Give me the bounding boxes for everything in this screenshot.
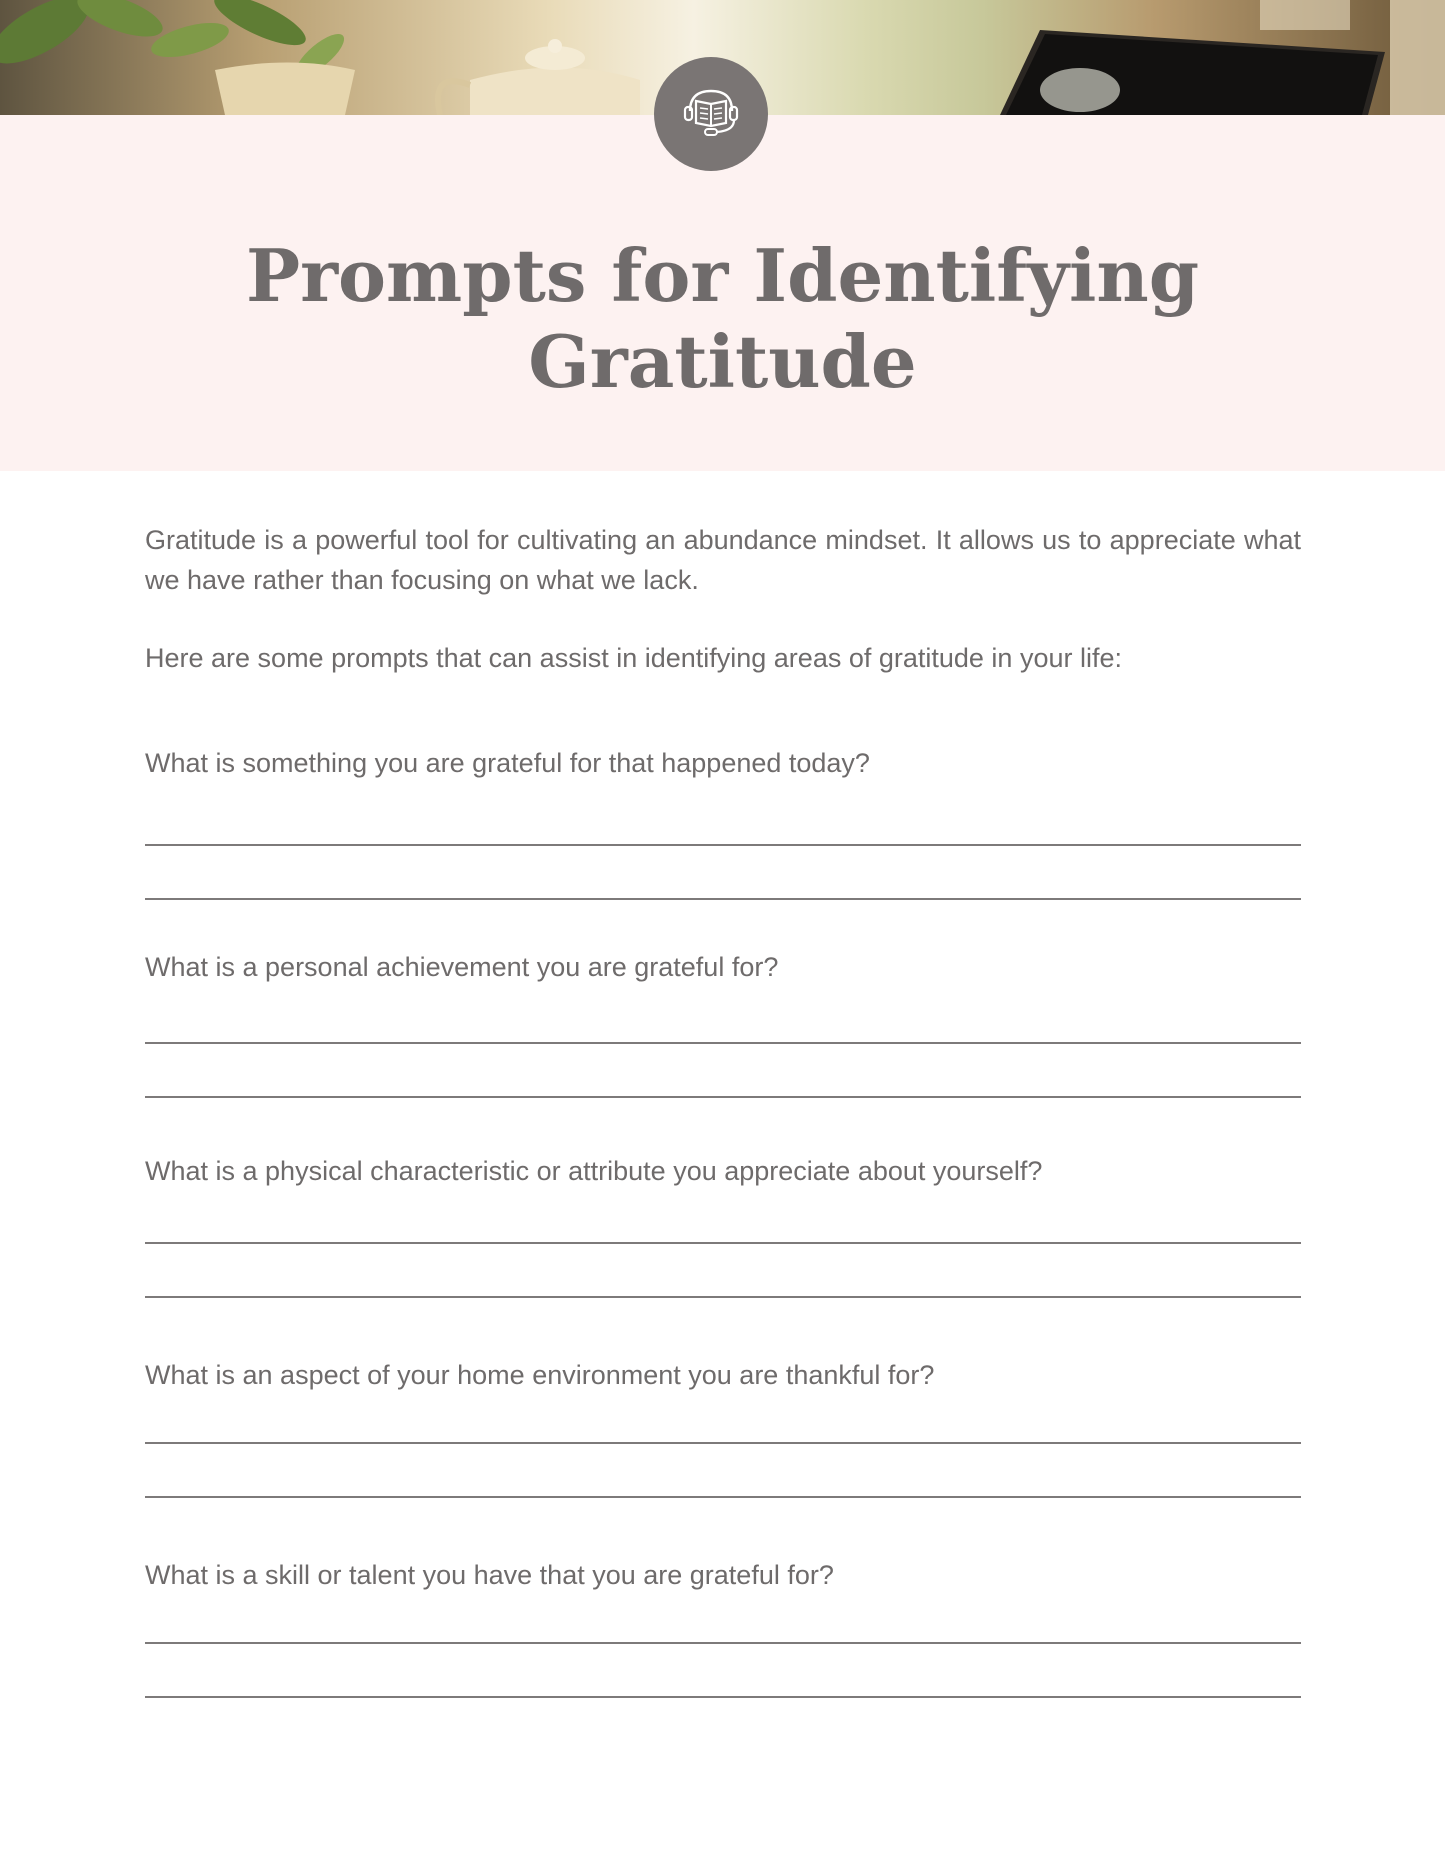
badge: [654, 57, 768, 171]
intro-section: [145, 520, 1301, 678]
prompt-item: [145, 743, 1301, 783]
answer-line[interactable]: [145, 1242, 1301, 1244]
prompt-item: [145, 1555, 1301, 1595]
prompt-question: What is something you are grateful for that happened today?: [145, 748, 870, 778]
page-title: [0, 233, 1445, 405]
prompt-item: [145, 1151, 1301, 1191]
prompt-item: [145, 1355, 1301, 1395]
page-title-line1: Prompts for Identifying: [245, 233, 1200, 318]
answer-line[interactable]: [145, 1096, 1301, 1098]
intro-paragraph: Gratitude is a powerful tool for cultivating an abundance mindset. It allows us to appreciate what we have rather than focusing on what we lack.: [145, 525, 1301, 595]
book-headset-icon: [680, 87, 742, 142]
answer-line[interactable]: [145, 1042, 1301, 1044]
page-title-line2: Gratitude: [528, 319, 917, 404]
prompt-question: What is a personal achievement you are grateful for?: [145, 952, 779, 982]
prompt-question: What is a physical characteristic or attribute you appreciate about yourself?: [145, 1156, 1043, 1186]
prompt-question: What is a skill or talent you have that you are grateful for?: [145, 1560, 834, 1590]
answer-line[interactable]: [145, 1642, 1301, 1644]
answer-line[interactable]: [145, 1696, 1301, 1698]
intro-lead: Here are some prompts that can assist in identifying areas of gratitude in your life:: [145, 643, 1122, 673]
answer-line[interactable]: [145, 1296, 1301, 1298]
answer-line[interactable]: [145, 898, 1301, 900]
answer-line[interactable]: [145, 844, 1301, 846]
answer-line[interactable]: [145, 1496, 1301, 1498]
prompt-question: What is an aspect of your home environment you are thankful for?: [145, 1360, 935, 1390]
prompt-item: [145, 947, 1301, 987]
answer-line[interactable]: [145, 1442, 1301, 1444]
